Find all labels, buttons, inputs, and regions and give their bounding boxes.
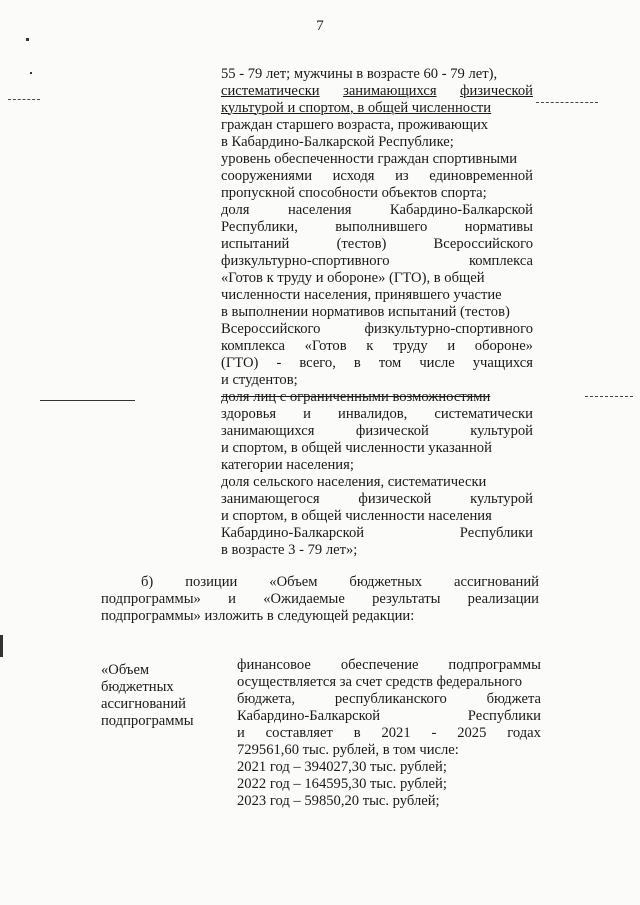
text-line <box>101 574 539 591</box>
text-word: Республики <box>467 708 541 724</box>
text-word: и спортом, в общей численности населения <box>221 508 492 524</box>
margin-dot-mark <box>26 38 29 41</box>
text-word: физической <box>460 83 533 99</box>
text-word: к <box>366 338 374 354</box>
text-word: уровень обеспеченности граждан спортивными <box>221 151 518 167</box>
margin-rule-mark <box>40 400 135 401</box>
text-word: «Готов <box>304 338 347 354</box>
text-word: граждан старшего возраста, проживающих <box>221 117 489 133</box>
text-line <box>221 287 533 304</box>
text-word: 2025 <box>457 725 487 741</box>
text-word: 55 - 79 лет; мужчины в возрасте 60 - 79 лет), <box>221 66 498 82</box>
text-word: систематически <box>221 83 320 99</box>
text-word: Всероссийского <box>433 236 533 252</box>
text-word: Республики <box>459 525 533 541</box>
text-word: 2021 <box>381 725 411 741</box>
text-word: и <box>237 725 245 741</box>
text-word: культурой <box>470 491 533 507</box>
label-line: бюджетных <box>101 679 174 695</box>
text-word: нормативы <box>464 219 533 235</box>
text-word: культурой <box>470 423 533 439</box>
text-word: доля лиц с ограниченными возможностями <box>221 389 491 405</box>
text-line <box>237 674 541 691</box>
text-word: обороне» <box>474 338 533 354</box>
text-word: систематически <box>434 406 533 422</box>
text-line <box>221 151 533 168</box>
text-line <box>101 608 539 625</box>
text-line <box>221 202 533 219</box>
text-word: - <box>431 725 437 741</box>
text-word: занимающихся <box>221 423 315 439</box>
margin-dash-mark <box>536 102 598 103</box>
text-line <box>221 66 533 83</box>
text-word: годах <box>507 725 541 741</box>
text-word: бюджетных <box>349 574 423 590</box>
text-word: - <box>276 355 282 371</box>
text-word: всего, <box>299 355 336 371</box>
text-word: позиции <box>185 574 238 590</box>
text-word: «Ожидаемые <box>263 591 345 607</box>
text-word: подпрограммы <box>448 657 541 673</box>
text-word: физкультурно-спортивного <box>221 253 390 269</box>
text-word: 2022 год – 164595,30 тыс. рублей; <box>237 776 447 792</box>
text-word: 729561,60 тыс. рублей, в том числе: <box>237 742 459 758</box>
text-line <box>221 100 533 117</box>
text-word: пропускной способности объектов спорта; <box>221 185 487 201</box>
text-line <box>221 389 533 406</box>
text-line <box>221 355 533 372</box>
text-word: сооружениями <box>221 168 313 184</box>
label-line: ассигнований <box>101 696 186 712</box>
text-word: культурой и спортом, в общей численности <box>221 100 492 116</box>
text-line <box>221 134 533 151</box>
label-line: подпрограммы <box>101 713 194 729</box>
text-line <box>221 338 533 355</box>
text-line <box>221 83 533 100</box>
text-line <box>221 525 533 542</box>
text-word: подпрограммы» <box>101 591 201 607</box>
margin-dot-mark <box>30 72 32 74</box>
text-line <box>221 372 533 389</box>
text-word: единовременной <box>429 168 533 184</box>
text-word: физической <box>355 423 429 439</box>
text-word: реализации <box>467 591 539 607</box>
text-word: и <box>303 406 311 422</box>
text-word: (ГТО) <box>221 355 259 371</box>
budget-text-block <box>237 657 541 810</box>
text-word: финансовое <box>237 657 311 673</box>
indicators-text-block <box>221 66 533 559</box>
text-word: инвалидов, <box>338 406 408 422</box>
text-word: ассигнований <box>454 574 539 590</box>
text-word: занимающегося <box>221 491 320 507</box>
text-word: Всероссийского <box>221 321 321 337</box>
margin-dash-mark <box>585 396 633 397</box>
text-word: выполнившего <box>335 219 428 235</box>
text-line <box>221 185 533 202</box>
text-word: в возрасте 3 - 79 лет»; <box>221 542 358 558</box>
text-word: Кабардино-Балкарской <box>221 525 365 541</box>
text-word: здоровья <box>221 406 277 422</box>
budget-label-column <box>101 662 221 730</box>
text-word: и <box>447 338 456 354</box>
text-word: в Кабардино-Балкарской Республике; <box>221 134 454 150</box>
text-line <box>237 691 541 708</box>
text-word: подпрограммы» изложить в следующей редакции: <box>101 608 415 624</box>
text-line <box>237 759 541 776</box>
text-line <box>221 168 533 185</box>
text-word: бюджета <box>486 691 541 707</box>
text-line <box>221 304 533 321</box>
text-word: доля сельского населения, систематически <box>221 474 487 490</box>
text-line <box>221 321 533 338</box>
text-word: численности населения, принявшего участие <box>221 287 502 303</box>
text-line <box>237 742 541 759</box>
text-word: и спортом, в общей численности указанной <box>221 440 492 456</box>
text-word: составляет <box>265 725 333 741</box>
text-word: и <box>228 591 236 607</box>
text-word: том <box>378 355 402 371</box>
text-word: комплекса <box>221 338 286 354</box>
margin-bar-mark <box>0 635 3 657</box>
text-line <box>237 657 541 674</box>
text-word: из <box>395 168 409 184</box>
text-word: комплекса <box>468 253 533 269</box>
paragraph-b <box>101 574 539 625</box>
text-word: и студентов; <box>221 372 298 388</box>
text-word: физической <box>358 491 432 507</box>
text-word: в выполнении нормативов испытаний (тестов) <box>221 304 510 320</box>
text-line <box>101 591 539 608</box>
text-word: в <box>353 725 361 741</box>
text-word: Республики, <box>221 219 298 235</box>
text-word: доля <box>221 202 250 218</box>
text-word: результаты <box>372 591 441 607</box>
text-line <box>237 708 541 725</box>
text-word: физкультурно-спортивного <box>364 321 533 337</box>
text-word: исходя <box>332 168 375 184</box>
text-word: населения <box>287 202 352 218</box>
text-line <box>221 423 533 440</box>
text-word: 2021 год – 394027,30 тыс. рублей; <box>237 759 447 775</box>
text-word: учащихся <box>472 355 533 371</box>
text-line <box>221 457 533 474</box>
page-number: 7 <box>316 18 324 34</box>
text-word: республиканского <box>334 691 447 707</box>
text-word: труду <box>392 338 428 354</box>
label-line: «Объем <box>101 662 150 678</box>
text-line <box>221 236 533 253</box>
text-word: обеспечение <box>340 657 419 673</box>
text-word: Кабардино-Балкарской <box>389 202 533 218</box>
text-line <box>221 491 533 508</box>
text-word: осуществляется за счет средств федерального <box>237 674 523 690</box>
text-word: Кабардино-Балкарской <box>237 708 381 724</box>
text-word: б) <box>141 574 154 590</box>
text-word: категории населения; <box>221 457 354 473</box>
text-word: в <box>353 355 361 371</box>
text-line <box>221 406 533 423</box>
text-word: «Готов к труду и обороне» (ГТО), в общей <box>221 270 485 286</box>
text-word: бюджета, <box>237 691 296 707</box>
margin-dash-mark <box>8 99 40 100</box>
text-line <box>221 508 533 525</box>
text-line <box>237 776 541 793</box>
text-line <box>221 440 533 457</box>
text-line <box>221 270 533 287</box>
text-word: числе <box>419 355 455 371</box>
text-line <box>237 725 541 742</box>
text-word: испытаний <box>221 236 290 252</box>
text-word: занимающихся <box>343 83 437 99</box>
text-word: (тестов) <box>336 236 387 252</box>
text-line <box>221 219 533 236</box>
text-word: «Объем <box>269 574 318 590</box>
text-line <box>221 117 533 134</box>
text-word: 2023 год – 59850,20 тыс. рублей; <box>237 793 440 809</box>
text-line <box>221 542 533 559</box>
text-line <box>221 474 533 491</box>
text-line <box>237 793 541 810</box>
text-line <box>221 253 533 270</box>
